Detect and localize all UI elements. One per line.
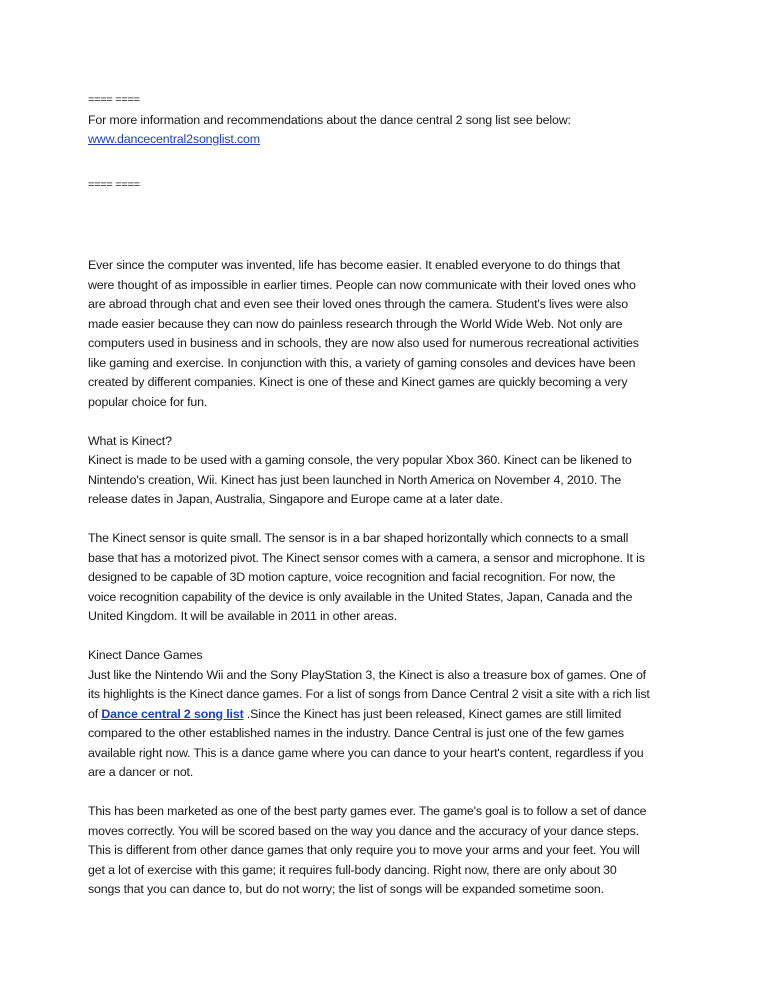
- paragraph-intro: [88, 256, 688, 412]
- paragraph-line: computers used in business and in schools, they are now also used for numerous recreational activities: [88, 336, 639, 350]
- link-prefix-text: of: [88, 706, 102, 721]
- paragraph-line: designed to be capable of 3D motion capture, voice recognition and facial recognition. For now, the: [88, 570, 616, 584]
- paragraph-line: created by different companies. Kinect is one of these and Kinect games are quickly becoming a very: [88, 375, 628, 389]
- section-heading-what-is-kinect: What is Kinect?: [88, 433, 172, 448]
- paragraph-line: were thought of as impossible in earlier times. People can now communicate with their loved ones who: [88, 277, 636, 292]
- paragraph-line-with-link: [88, 705, 688, 725]
- paragraph-line: Just like the Nintendo Wii and the Sony PlayStation 3, the Kinect is also a treasure box of games. One of: [88, 667, 646, 682]
- paragraph-line: Kinect is made to be used with a gaming console, the very popular Xbox 360. Kinect can be likened to: [88, 453, 632, 467]
- paragraph-line: This has been marketed as one of the best party games ever. The game's goal is to follow a set of dance: [88, 804, 647, 818]
- paragraph-what-is-kinect: [88, 451, 688, 510]
- paragraph-line: popular choice for fun.: [88, 394, 208, 409]
- paragraph-line: United Kingdom. It will be available in 2011 in other areas.: [88, 609, 397, 623]
- intro-link[interactable]: www.dancecentral2songlist.com: [88, 132, 260, 146]
- paragraph-line: The Kinect sensor is quite small. The sensor is in a bar shaped horizontally which connects to a small: [88, 531, 629, 545]
- paragraph-line: are a dancer or not.: [88, 765, 194, 779]
- paragraph-line: like gaming and exercise. In conjunction with this, a variety of gaming consoles and devices have been: [88, 355, 636, 370]
- paragraph-line: compared to the other established names in the industry. Dance Central is just one of the few games: [88, 726, 624, 740]
- separator-bottom: ==== ====: [88, 178, 140, 191]
- document-page: [88, 91, 688, 900]
- paragraph-line: get a lot of exercise with this game; it requires full-body dancing. Right now, there are only about 30: [88, 862, 617, 877]
- paragraph-line: voice recognition capability of the device is only available in the United States, Japan, Canada and the: [88, 589, 633, 604]
- paragraph-line: base that has a motorized pivot. The Kinect sensor comes with a camera, a sensor and microphone. It is: [88, 550, 645, 565]
- paragraph-line: This is different from other dance games that only require you to move your arms and your feet. You will: [88, 843, 640, 857]
- dance-central-song-list-link[interactable]: Dance central 2 song list: [101, 706, 244, 721]
- paragraph-party-game: [88, 802, 688, 900]
- paragraph-line: are abroad through chat and even see their loved ones through the camera. Student's lives were also: [88, 297, 628, 311]
- separator-top: ==== ====: [88, 94, 140, 106]
- paragraph-dance-games: [88, 666, 688, 783]
- paragraph-line: moves correctly. You will be scored based on the way you dance and the accuracy of your dance steps.: [88, 823, 639, 838]
- paragraph-line: Nintendo's creation, Wii. Kinect has just been launched in North America on November 4, 2010. The: [88, 472, 622, 487]
- section-heading-kinect-dance-games: Kinect Dance Games: [88, 648, 203, 662]
- paragraph-line: songs that you can dance to, but do not worry; the list of songs will be expanded sometime soon.: [88, 882, 604, 896]
- paragraph-line: Ever since the computer was invented, life has become easier. It enabled everyone to do things that: [88, 258, 621, 272]
- link-suffix-text: .Since the Kinect has just been released, Kinect games are still limited: [243, 706, 622, 721]
- paragraph-line: made easier because they can now do painless research through the World Wide Web. Not only are: [88, 316, 623, 331]
- intro-text: For more information and recommendations about the dance central 2 song list see below:: [88, 112, 571, 127]
- paragraph-line: its highlights is the Kinect dance games. For a list of songs from Dance Central 2 visit a site with a rich list: [88, 687, 650, 701]
- paragraph-line: available right now. This is a dance game where you can dance to your heart's content, regardless if you: [88, 745, 644, 760]
- paragraph-sensor: [88, 529, 688, 627]
- paragraph-line: release dates in Japan, Australia, Singapore and Europe came at a later date.: [88, 492, 503, 506]
